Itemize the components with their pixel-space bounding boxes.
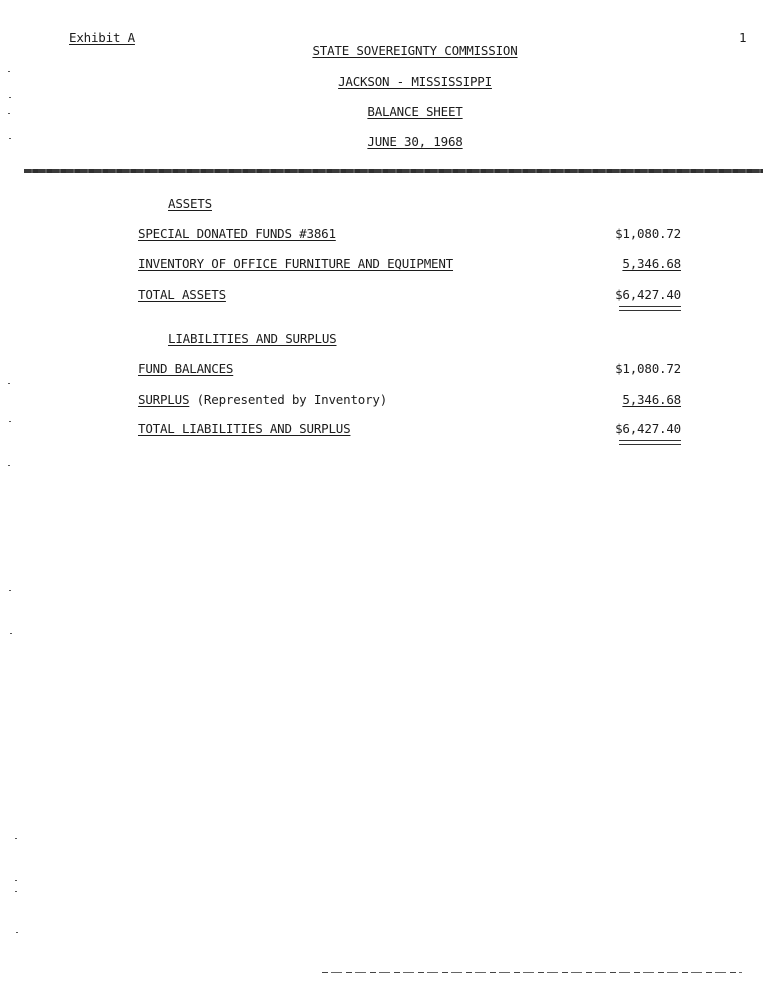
scan-speck [15,838,17,839]
asset-row-amount: $1,080.72 [615,226,681,241]
header-title: BALANCE SHEET [367,104,463,119]
liability-row-amount: $1,080.72 [615,361,681,376]
scan-speck [9,138,11,139]
scan-speck [8,465,10,466]
header-date: JUNE 30, 1968 [367,134,463,149]
scan-speck [8,383,10,384]
total-liabilities-double-rule [619,440,681,445]
asset-row-amount: 5,346.68 [622,256,681,271]
header-organization: STATE SOVEREIGNTY COMMISSION [312,43,518,58]
scan-speck [8,71,10,72]
total-liabilities-label: TOTAL LIABILITIES AND SURPLUS [138,421,351,436]
surplus-row [138,392,387,407]
scan-speck [9,421,11,422]
surplus-note: (Represented by Inventory) [189,392,388,407]
scan-speck [8,113,10,114]
scan-speck [15,891,17,892]
exhibit-label: Exhibit A [69,30,135,45]
header-location: JACKSON - MISSISSIPPI [338,74,492,89]
scan-speck [9,590,11,591]
scan-bottom-edge-line [322,972,742,973]
asset-row-label: SPECIAL DONATED FUNDS #3861 [138,226,336,241]
total-assets-amount: $6,427.40 [615,287,681,302]
scan-speck [16,932,18,933]
total-liabilities-amount: $6,427.40 [615,421,681,436]
scan-speck [10,633,12,634]
header-divider-rule [24,169,763,173]
assets-heading: ASSETS [168,196,212,211]
page-number: 1 [739,30,747,45]
total-assets-double-rule [619,306,681,311]
surplus-label: SURPLUS [138,392,190,407]
total-assets-label: TOTAL ASSETS [138,287,226,302]
scan-speck [15,880,17,881]
liability-row-amount: 5,346.68 [622,392,681,407]
scan-speck [9,97,11,98]
asset-row-label: INVENTORY OF OFFICE FURNITURE AND EQUIPMENT [138,256,454,271]
liabilities-heading: LIABILITIES AND SURPLUS [168,331,337,346]
liability-row-label: FUND BALANCES [138,361,234,376]
